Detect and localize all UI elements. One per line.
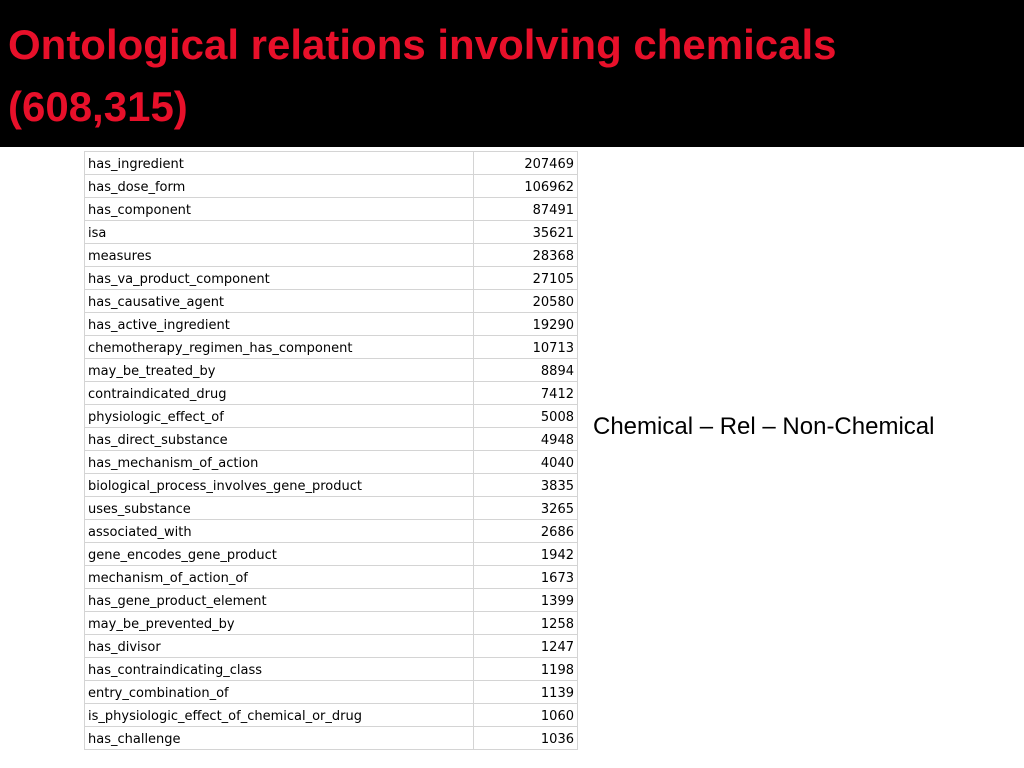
relation-name-cell: has_ingredient <box>85 152 474 175</box>
relation-count-cell: 1673 <box>474 566 578 589</box>
table-row <box>85 543 578 566</box>
table-row <box>85 175 578 198</box>
table-row <box>85 704 578 727</box>
table-row <box>85 336 578 359</box>
table-row <box>85 359 578 382</box>
relation-count-cell: 1139 <box>474 681 578 704</box>
relation-name-cell: chemotherapy_regimen_has_component <box>85 336 474 359</box>
relation-count-cell: 207469 <box>474 152 578 175</box>
table-row <box>85 382 578 405</box>
relation-count-cell: 3265 <box>474 497 578 520</box>
relation-name-cell: biological_process_involves_gene_product <box>85 474 474 497</box>
relation-name-cell: has_challenge <box>85 727 474 750</box>
table-row <box>85 474 578 497</box>
relation-name-cell: uses_substance <box>85 497 474 520</box>
relation-name-cell: has_mechanism_of_action <box>85 451 474 474</box>
relation-count-cell: 1942 <box>474 543 578 566</box>
relation-count-cell: 27105 <box>474 267 578 290</box>
table-row <box>85 520 578 543</box>
table-row <box>85 198 578 221</box>
relation-count-cell: 1247 <box>474 635 578 658</box>
relation-count-cell: 4948 <box>474 428 578 451</box>
relation-name-cell: measures <box>85 244 474 267</box>
relation-name-cell: has_direct_substance <box>85 428 474 451</box>
relation-name-cell: has_component <box>85 198 474 221</box>
relation-count-cell: 7412 <box>474 382 578 405</box>
table-row <box>85 658 578 681</box>
relation-name-cell: may_be_treated_by <box>85 359 474 382</box>
relation-name-cell: has_contraindicating_class <box>85 658 474 681</box>
relation-count-cell: 2686 <box>474 520 578 543</box>
relation-count-cell: 20580 <box>474 290 578 313</box>
table-row <box>85 681 578 704</box>
slide-title <box>8 14 1008 138</box>
relation-count-cell: 1060 <box>474 704 578 727</box>
title-bar <box>0 0 1024 147</box>
relation-count-cell: 10713 <box>474 336 578 359</box>
table-row <box>85 405 578 428</box>
relation-name-cell: associated_with <box>85 520 474 543</box>
relation-name-cell: may_be_prevented_by <box>85 612 474 635</box>
relation-name-cell: mechanism_of_action_of <box>85 566 474 589</box>
table-row <box>85 635 578 658</box>
relation-count-cell: 8894 <box>474 359 578 382</box>
relation-name-cell: isa <box>85 221 474 244</box>
relation-name-cell: physiologic_effect_of <box>85 405 474 428</box>
relation-count-cell: 5008 <box>474 405 578 428</box>
relation-count-cell: 28368 <box>474 244 578 267</box>
relations-table <box>84 151 578 750</box>
relation-name-cell: has_causative_agent <box>85 290 474 313</box>
relation-count-cell: 87491 <box>474 198 578 221</box>
relation-count-cell: 1258 <box>474 612 578 635</box>
relation-name-cell: has_va_product_component <box>85 267 474 290</box>
relation-count-cell: 1198 <box>474 658 578 681</box>
table-row <box>85 313 578 336</box>
table-row <box>85 290 578 313</box>
table-row <box>85 727 578 750</box>
table-row <box>85 244 578 267</box>
relation-count-cell: 1399 <box>474 589 578 612</box>
table-row <box>85 612 578 635</box>
relation-name-cell: has_dose_form <box>85 175 474 198</box>
relation-name-cell: has_gene_product_element <box>85 589 474 612</box>
relation-count-cell: 35621 <box>474 221 578 244</box>
table-row <box>85 566 578 589</box>
relation-count-cell: 4040 <box>474 451 578 474</box>
table-row <box>85 221 578 244</box>
relation-count-cell: 3835 <box>474 474 578 497</box>
slide-title-line-1: Ontological relations involving chemicals <box>8 21 837 68</box>
relation-count-cell: 19290 <box>474 313 578 336</box>
table-row <box>85 267 578 290</box>
relation-name-cell: contraindicated_drug <box>85 382 474 405</box>
table-row <box>85 428 578 451</box>
relation-name-cell: has_divisor <box>85 635 474 658</box>
relation-pattern-label: Chemical – Rel – Non-Chemical <box>593 413 935 440</box>
table-row <box>85 497 578 520</box>
relation-count-cell: 1036 <box>474 727 578 750</box>
relation-name-cell: has_active_ingredient <box>85 313 474 336</box>
table-row <box>85 451 578 474</box>
table-row <box>85 589 578 612</box>
table-row <box>85 152 578 175</box>
relations-table-body <box>85 152 578 750</box>
relation-name-cell: is_physiologic_effect_of_chemical_or_drug <box>85 704 474 727</box>
slide-title-line-2: (608,315) <box>8 83 188 130</box>
relation-name-cell: gene_encodes_gene_product <box>85 543 474 566</box>
relation-count-cell: 106962 <box>474 175 578 198</box>
relation-name-cell: entry_combination_of <box>85 681 474 704</box>
